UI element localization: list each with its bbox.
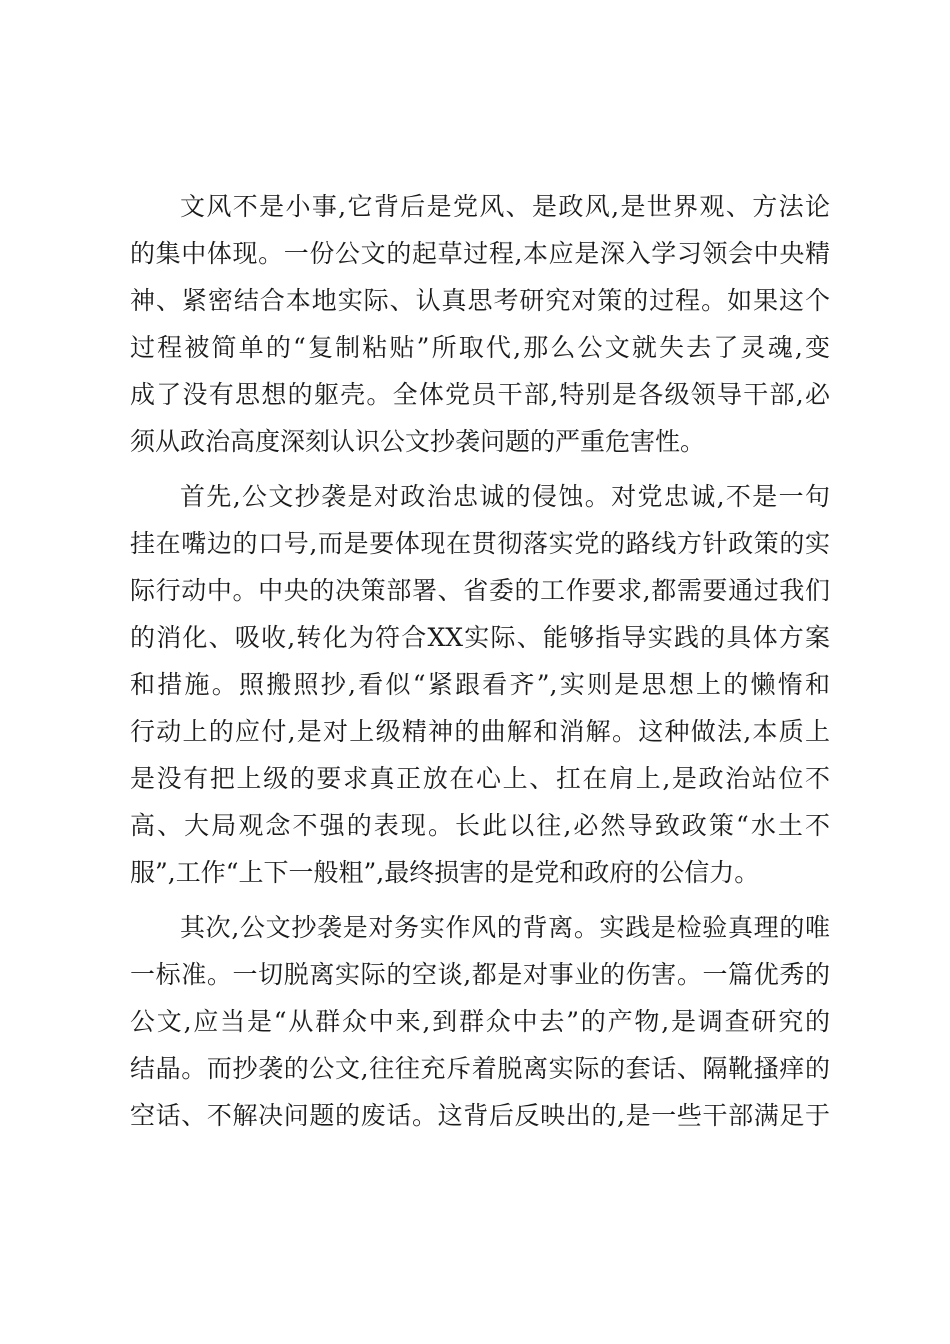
text-line: 须从政治高度深刻认识公文抄袭问题的严重危害性。 [130, 427, 706, 456]
text-line: 的消化、吸收,转化为符合XX实际、能够指导实践的具体方案 [130, 623, 830, 652]
text-line: 际行动中。中央的决策部署、省委的工作要求,都需要通过我们 [130, 576, 830, 605]
text-line: 是没有把上级的要求真正放在心上、扛在肩上,是政治站位不 [130, 764, 830, 793]
text-line: 空话、不解决问题的废话。这背后反映出的,是一些干部满足于 [130, 1101, 830, 1130]
text-line: 挂在嘴边的口号,而是要体现在贯彻落实党的路线方针政策的实 [130, 529, 830, 558]
text-line: 文风不是小事,它背后是党风、是政风,是世界观、方法论 [180, 192, 830, 221]
text-line: 高、大局观念不强的表现。长此以往,必然导致政策“水土不 [130, 811, 830, 840]
text-line: 一标准。一切脱离实际的空谈,都是对事业的伤害。一篇优秀的 [130, 960, 830, 989]
paragraph [130, 183, 830, 465]
paragraph [130, 473, 830, 896]
text-line: 行动上的应付,是对上级精神的曲解和消解。这种做法,本质上 [130, 717, 830, 746]
paragraph [130, 904, 830, 1139]
paragraph-spacer [130, 465, 830, 473]
text-line: 过程被简单的“复制粘贴”所取代,那么公文就失去了灵魂,变 [130, 333, 830, 362]
text-line: 首先,公文抄袭是对政治忠诚的侵蚀。对党忠诚,不是一句 [180, 482, 830, 511]
text-line: 结晶。而抄袭的公文,往往充斥着脱离实际的套话、隔靴搔痒的 [130, 1054, 830, 1083]
document-body [130, 183, 830, 1139]
text-line: 的集中体现。一份公文的起草过程,本应是深入学习领会中央精 [130, 239, 830, 268]
text-line: 服”,工作“上下一般粗”,最终损害的是党和政府的公信力。 [130, 858, 760, 887]
paragraph-spacer [130, 896, 830, 904]
text-line: 公文,应当是“从群众中来,到群众中去”的产物,是调查研究的 [130, 1007, 830, 1036]
text-line: 成了没有思想的躯壳。全体党员干部,特别是各级领导干部,必 [130, 380, 830, 409]
text-line: 神、紧密结合本地实际、认真思考研究对策的过程。如果这个 [130, 286, 830, 315]
text-line: 和措施。照搬照抄,看似“紧跟看齐”,实则是思想上的懒惰和 [130, 670, 830, 699]
text-line: 其次,公文抄袭是对务实作风的背离。实践是检验真理的唯 [180, 913, 830, 942]
